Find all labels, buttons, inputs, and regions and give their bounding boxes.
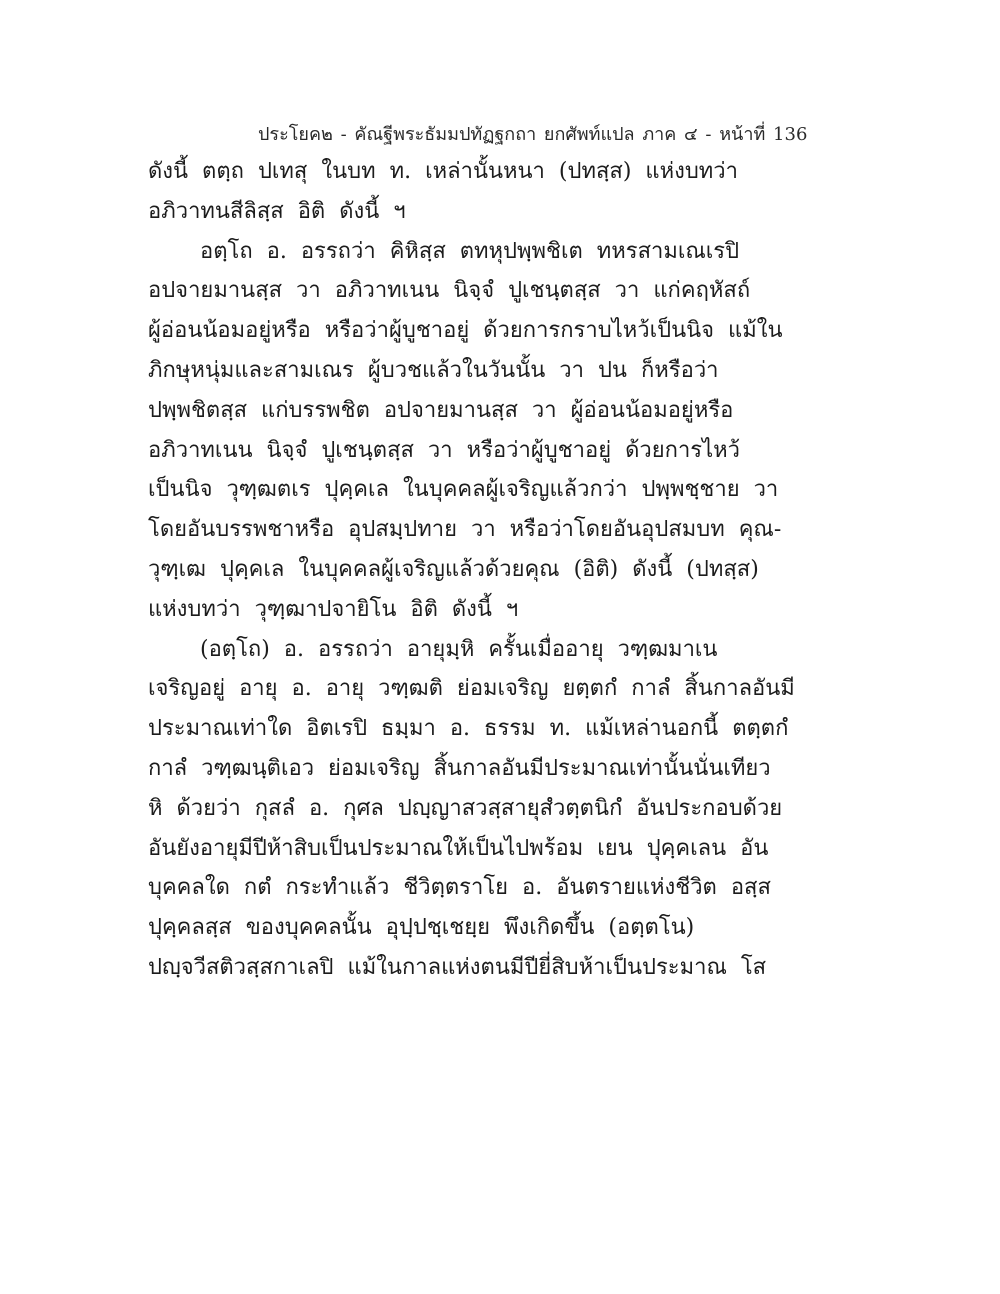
paragraph-3: [148, 630, 795, 988]
text-line: วุฑฺเฒ ปุคฺคเล ในบุคคลผู้เจริญแล้วด้วยคุณ (อิติ) ดังนี้ (ปทสฺส): [148, 556, 759, 582]
text-line: กาลํ วฑฺฒนฺติเอว ย่อมเจริญ สิ้นกาลอันมีประมาณเท่านั้นนั่นเทียว: [148, 755, 771, 781]
running-header: ประโยค๒ - คัณฐีพระธัมมปทัฏฐกถา ยกศัพท์แปล ภาค ๔ - หน้าที่ 136: [258, 124, 808, 145]
text-line: โดยอันบรรพชาหรือ อุปสมฺปทาย วา หรือว่าโดยอันอุปสมบท คุณ-: [148, 517, 782, 543]
text-line: ผู้อ่อนน้อมอยู่หรือ หรือว่าผู้บูชาอยู่ ด้วยการกราบไหว้เป็นนิจ แม้ใน: [148, 318, 783, 344]
text-line: ภิกษุหนุ่มและสามเณร ผู้บวชแล้วในวันนั้น วา ปน ก็หรือว่า: [148, 357, 719, 383]
text-line: ประมาณเท่าใด อิตเรปิ ธมฺมา อ. ธรรม ท. แม้เหล่านอกนี้ ตตฺตกํ: [148, 716, 789, 742]
text-line: เป็นนิจ วุฑฺฒตเร ปุคฺคเล ในบุคคลผู้เจริญแล้วกว่า ปพฺพชฺชาย วา: [148, 477, 779, 503]
text-line: ปุคฺคลสฺส ของบุคคลนั้น อุปฺปชฺเชยฺย พึงเกิดขึ้น (อตฺตโน): [148, 915, 695, 941]
text-line: (อตฺโถ) อ. อรรถว่า อายุมฺหิ ครั้นเมื่ออายุ วฑฺฒมาเน: [200, 636, 718, 662]
text-line: อันยังอายุมีปีห้าสิบเป็นประมาณให้เป็นไปพร้อม เยน ปุคฺคเลน อัน: [148, 835, 769, 861]
text-line: อภิวาทนสีลิสฺส อิติ ดังนี้ ฯ: [148, 198, 406, 224]
text-line: เจริญอยู่ อายุ อ. อายุ วฑฺฒติ ย่อมเจริญ ยตฺตกํ กาลํ สิ้นกาลอันมี: [148, 676, 795, 702]
paragraph-2: [148, 232, 783, 630]
text-line: อปจายมานสฺส วา อภิวาทเนน นิจฺจํ ปูเชนฺตสฺส วา แก่คฤหัสถ์: [148, 278, 751, 304]
body-text: [148, 152, 795, 988]
text-line: หิ ด้วยว่า กุสลํ อ. กุศล ปญฺญาสวสฺสายุสํวตฺตนิกํ อันประกอบด้วย: [148, 795, 783, 821]
text-line: อตฺโถ อ. อรรถว่า คิหิสฺส ตทหุปพฺพชิเต ทหรสามเณเรปิ: [200, 238, 740, 264]
text-line: แห่งบทว่า วุฑฺฒาปจายิโน อิติ ดังนี้ ฯ: [148, 596, 519, 622]
text-line: ดังนี้ ตตฺถ ปเทสุ ในบท ท. เหล่านั้นหนา (ปทสฺส) แห่งบทว่า: [148, 159, 738, 184]
paragraph-1: [148, 152, 748, 232]
text-line: บุคคลใด กตํ กระทำแล้ว ชีวิตฺตราโย อ. อันตรายแห่งชีวิต อสฺส: [148, 875, 771, 901]
text-line: ปพฺพชิตสฺส แก่บรรพชิต อปจายมานสฺส วา ผู้อ่อนน้อมอยู่หรือ: [148, 397, 734, 423]
text-line: อภิวาทเนน นิจฺจํ ปูเชนฺตสฺส วา หรือว่าผู้บูชาอยู่ ด้วยการไหว้: [148, 437, 741, 463]
text-line: ปญฺจวีสติวสฺสกาเลปิ แม้ในกาลแห่งตนมีปียี่สิบห้าเป็นประมาณ โส: [148, 954, 767, 980]
